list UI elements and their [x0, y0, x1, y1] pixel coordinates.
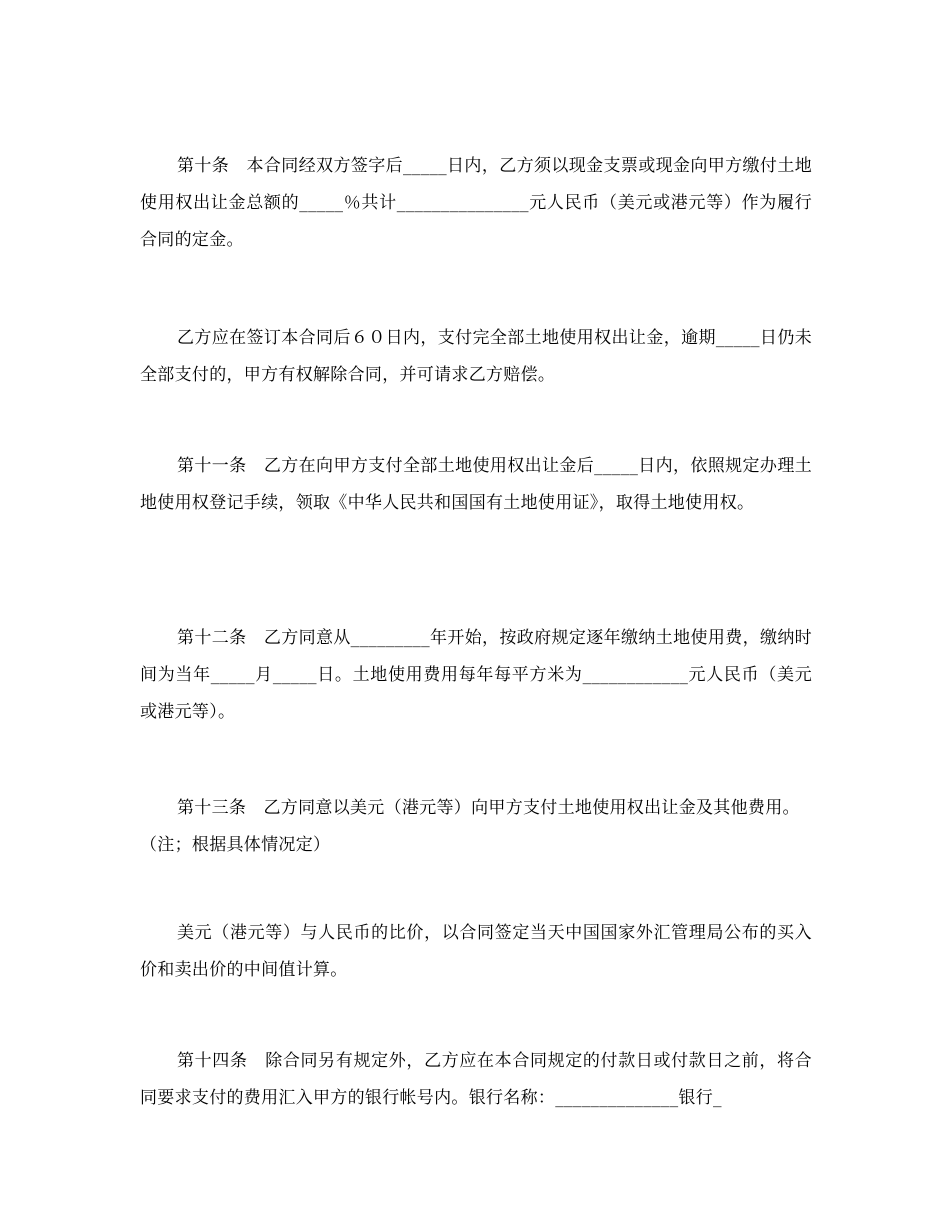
- article-10-paragraph: 第十条 本合同经双方签字后_____日内，乙方须以现金支票或现金向甲方缴付土地使用权出让金总额的_____％共计_______________元人民币（美元或港元等）作为履行合同的定金。: [140, 156, 812, 250]
- exchange-rate-paragraph: 美元（港元等）与人民币的比价，以合同签定当天中国国家外汇管理局公布的买入价和卖出价的中间值计算。: [140, 923, 812, 980]
- article-14-paragraph: 第十四条 除合同另有规定外，乙方应在本合同规定的付款日或付款日之前，将合同要求支付的费用汇入甲方的银行帐号内。银行名称：______________银行_: [140, 1051, 812, 1108]
- article-13-paragraph: 第十三条 乙方同意以美元（港元等）向甲方支付土地使用权出让金及其他费用。（注；根据具体情况定）: [140, 798, 800, 855]
- payment-deadline-paragraph: 乙方应在签订本合同后６０日内，支付完全部土地使用权出让金，逾期_____日仍未全部支付的，甲方有权解除合同，并可请求乙方赔偿。: [140, 328, 812, 385]
- article-11-paragraph: 第十一条 乙方在向甲方支付全部土地使用权出让金后_____日内，依照规定办理土地使用权登记手续，领取《中华人民共和国国有土地使用证》，取得土地使用权。: [140, 456, 812, 513]
- article-12-paragraph: 第十二条 乙方同意从_________年开始，按政府规定逐年缴纳土地使用费，缴纳时间为当年_____月_____日。土地使用费用每年每平方米为____________元人民币（美元或港元等）。: [140, 628, 812, 722]
